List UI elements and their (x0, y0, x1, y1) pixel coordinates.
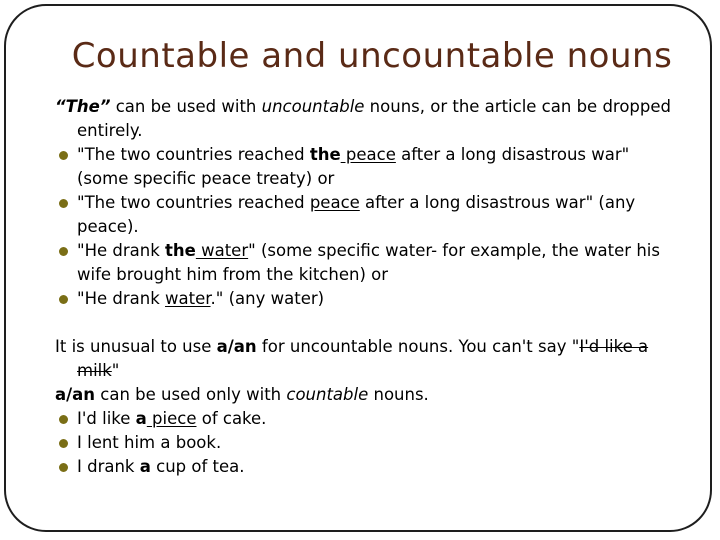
a-an-term: a/an (216, 337, 257, 356)
unusual-text-1: It is unusual to use (55, 337, 217, 356)
countable-text-2: nouns. (368, 385, 429, 404)
countable-term: countable (286, 385, 369, 404)
a-an-term: a/an (55, 385, 96, 404)
bullet-text: of cake. (196, 409, 267, 428)
slide-content (55, 95, 685, 479)
bullet-text: I'd like (77, 409, 136, 428)
list-item (55, 407, 685, 431)
bullet-bold: the (165, 241, 196, 260)
intro-text-1: can be used with (110, 97, 262, 116)
bullet-text: ." (any water) (210, 289, 325, 308)
bullet-icon (59, 463, 68, 472)
bullet-text: cup of tea. (150, 457, 245, 476)
bullet-text: I lent him a book. (77, 433, 222, 452)
bullet-underlined: peace (309, 193, 360, 212)
countable-paragraph (55, 383, 685, 407)
unusual-paragraph (55, 335, 685, 383)
bullet-icon (59, 439, 68, 448)
unusual-text-3: " (111, 361, 120, 380)
bullet-text: "He drank (77, 289, 166, 308)
bullet-icon (59, 199, 68, 208)
bullet-underlined: water (195, 241, 249, 260)
list-item (55, 191, 685, 239)
bullet-underlined: water (165, 289, 211, 308)
list-item (55, 239, 685, 287)
bullet-bold: the (309, 145, 341, 164)
bullet-bold: a (135, 409, 147, 428)
list-item (55, 143, 685, 191)
bullet-underlined: piece (146, 409, 197, 428)
list-item (55, 455, 685, 479)
bullet-text: "The two countries reached (77, 193, 310, 212)
bullet-icon (59, 247, 68, 256)
spacer (55, 311, 685, 335)
bullet-text: "He drank (77, 241, 166, 260)
list-item (55, 431, 685, 455)
bullet-icon (59, 151, 68, 160)
unusual-text-2: for uncountable nouns. You can't say " (256, 337, 580, 356)
list-item (55, 287, 685, 311)
bullet-icon (59, 295, 68, 304)
intro-text-2: nouns, or the article can be dropped entirely. (77, 97, 672, 140)
bullet-text: I drank (77, 457, 140, 476)
uncountable-term: uncountable (261, 97, 365, 116)
bullet-text: " (some specific water- for example, the water his wife brought him from the kitchen) or (77, 241, 660, 284)
bullet-underlined: peace (340, 145, 396, 164)
bullet-bold: a (139, 457, 151, 476)
bullet-text: after a long disastrous war" (some specific peace treaty) or (77, 145, 630, 188)
bullet-text: "The two countries reached (77, 145, 310, 164)
struck-example: I'd like a milk (77, 337, 649, 380)
countable-text-1: can be used only with (95, 385, 287, 404)
intro-paragraph (55, 95, 685, 143)
bullet-text: after a long disastrous war" (any peace). (77, 193, 636, 236)
bullet-icon (59, 415, 68, 424)
slide-title: Countable and uncountable nouns (71, 36, 673, 76)
the-term: “The” (55, 97, 111, 116)
